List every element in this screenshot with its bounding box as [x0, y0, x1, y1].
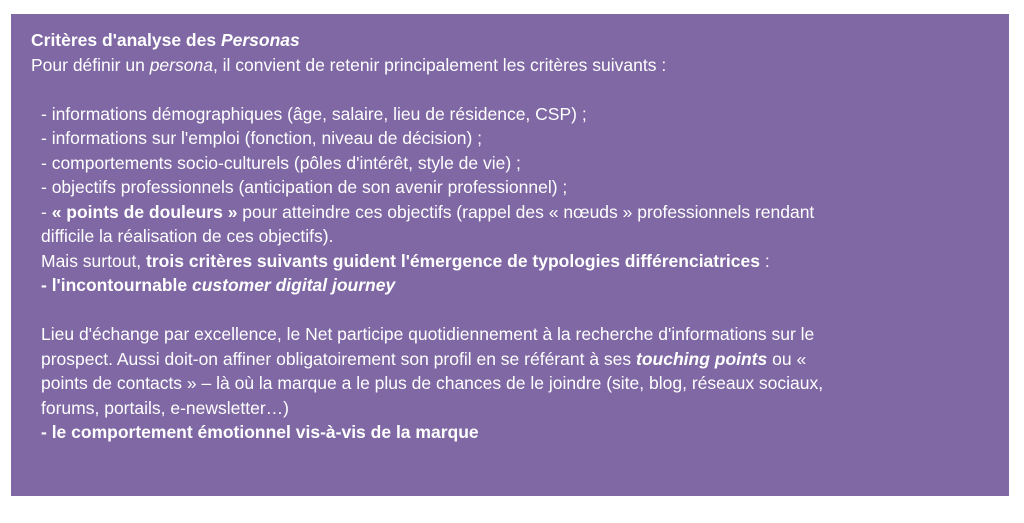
paragraph-line: Lieu d'échange par excellence, le Net participe quotidiennement à la recherche d'informations sur le	[41, 324, 815, 344]
spacer	[31, 77, 989, 102]
paragraph-line: forums, portails, e-newsletter…)	[41, 397, 289, 418]
intro-line	[31, 53, 989, 78]
paragraph-line	[41, 347, 989, 372]
touching-points: touching points	[636, 348, 768, 369]
intro-before: Pour définir un	[31, 54, 150, 75]
pain-prefix: -	[41, 201, 52, 222]
intro-italic: persona	[149, 54, 213, 75]
intro-after: , il convient de retenir principalement les critères suivants :	[212, 54, 667, 75]
paragraph-line: points de contacts » – là où la marque a le plus de chances de le joindre (site, blog, réseaux sociaux,	[41, 373, 824, 393]
pain-points-item	[41, 200, 989, 225]
but-bold: trois critères suivants guident l'émergence de typologies différenciatrices	[146, 250, 760, 271]
list-item: - objectifs professionnels (anticipation de son avenir professionnel) ;	[41, 177, 568, 197]
pain-points-continued: difficile la réalisation de ces objectifs).	[41, 226, 334, 246]
paragraph-before: prospect. Aussi doit-on affiner obligatoirement son profil en se référant à ses	[41, 348, 637, 369]
list-item: - informations démographiques (âge, salaire, lieu de résidence, CSP) ;	[41, 103, 587, 124]
spacer	[41, 298, 989, 323]
journey-bold: - l'incontournable	[41, 275, 192, 295]
but-line	[41, 249, 989, 274]
heading-text: Critères d'analyse des	[31, 30, 221, 50]
list-item: - informations sur l'emploi (fonction, niveau de décision) ;	[41, 128, 483, 148]
but-after: :	[760, 250, 770, 271]
but-before: Mais surtout,	[41, 250, 147, 271]
pain-rest: pour atteindre ces objectifs (rappel des « nœuds » professionnels rendant	[237, 201, 815, 222]
criteria-list	[31, 102, 989, 445]
pain-bold: « points de douleurs »	[51, 201, 238, 222]
list-item: - comportements socio-culturels (pôles d'intérêt, style de vie) ;	[41, 152, 521, 173]
heading	[31, 28, 989, 53]
paragraph-after: ou «	[767, 348, 807, 369]
journey-italic: customer digital journey	[191, 275, 396, 295]
heading-italic: Personas	[220, 30, 300, 50]
journey-line	[41, 273, 989, 298]
content-box	[11, 14, 1009, 496]
emotional-line: - le comportement émotionnel vis-à-vis de la marque	[41, 422, 479, 442]
